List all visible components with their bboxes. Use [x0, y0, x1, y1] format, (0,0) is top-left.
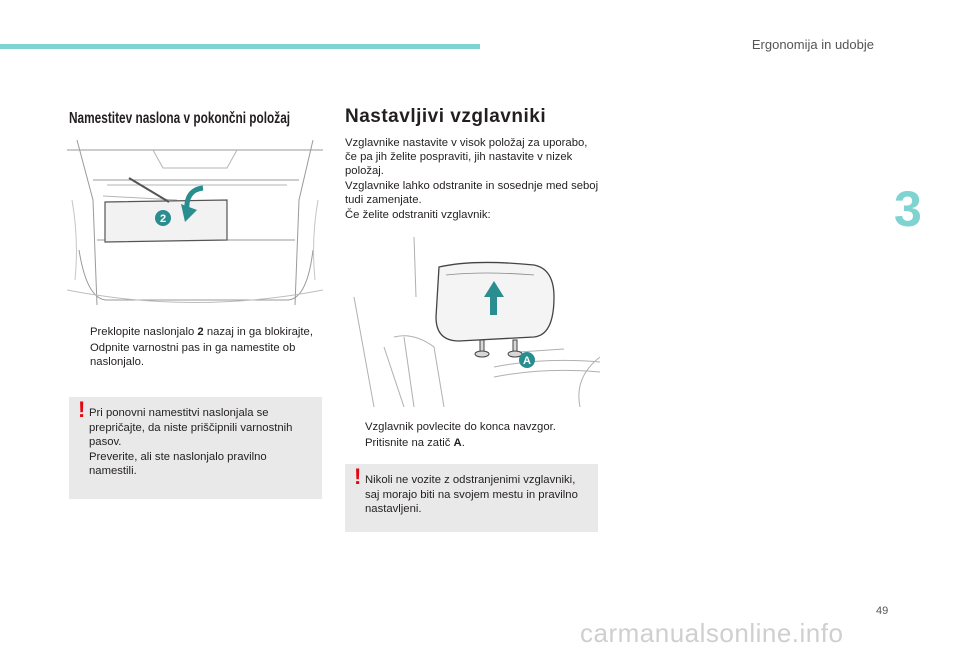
warning-text: Nikoli ne vozite z odstranjenimi vzglavniki, saj morajo biti na svojem mestu in pravilno nastavljeni.: [365, 474, 578, 515]
instructions-list-left: [70, 325, 320, 371]
instructions-list-right: [345, 420, 600, 451]
section-heading-headrests: Nastavljivi vzglavniki: [345, 106, 547, 127]
chapter-number: 3: [894, 181, 922, 237]
warning-exclamation-icon: !: [78, 397, 86, 422]
chapter-title: Ergonomija in udobje: [751, 37, 874, 52]
header-accent-bar: [0, 44, 480, 49]
page-number: 49: [876, 605, 889, 617]
list-item: Odpnite varnostni pas in ga namestite ob naslonjalo.: [90, 341, 296, 368]
figure-label-a: A: [523, 355, 531, 367]
watermark: carmanualsonline.info: [580, 618, 844, 648]
headrest-illustration: [344, 237, 600, 407]
warning-text: Pri ponovni namestitvi naslonjala se prepričajte, da niste priščipnili varnostnih pasov.: [89, 407, 293, 448]
list-item: Preklopite naslonjalo 2 nazaj in ga blokirajte,: [90, 326, 313, 338]
warning-text: Preverite, ali ste naslonjalo pravilno namestili.: [89, 450, 267, 477]
paragraph: Vzglavnike nastavite v visok položaj za uporabo, če pa jih želite pospraviti, jih nastavite v nizek položaj.: [345, 137, 588, 177]
section-heading-seat-back: Namestitev naslona v pokončni položaj: [69, 110, 291, 127]
warning-exclamation-icon: !: [354, 464, 362, 489]
warning-box-right: [345, 464, 598, 532]
trunk-seat-illustration: [67, 140, 323, 312]
list-item: Pritisnite na zatič A.: [365, 436, 465, 449]
paragraph: Vzglavnike lahko odstranite in sosednje med seboj tudi zamenjate.: [345, 180, 599, 206]
list-item: Vzglavnik povlecite do konca navzgor.: [365, 421, 556, 433]
figure-label-2: 2: [159, 213, 167, 225]
warning-box-left: [69, 397, 322, 499]
paragraph: Če želite odstraniti vzglavnik:: [345, 209, 491, 221]
